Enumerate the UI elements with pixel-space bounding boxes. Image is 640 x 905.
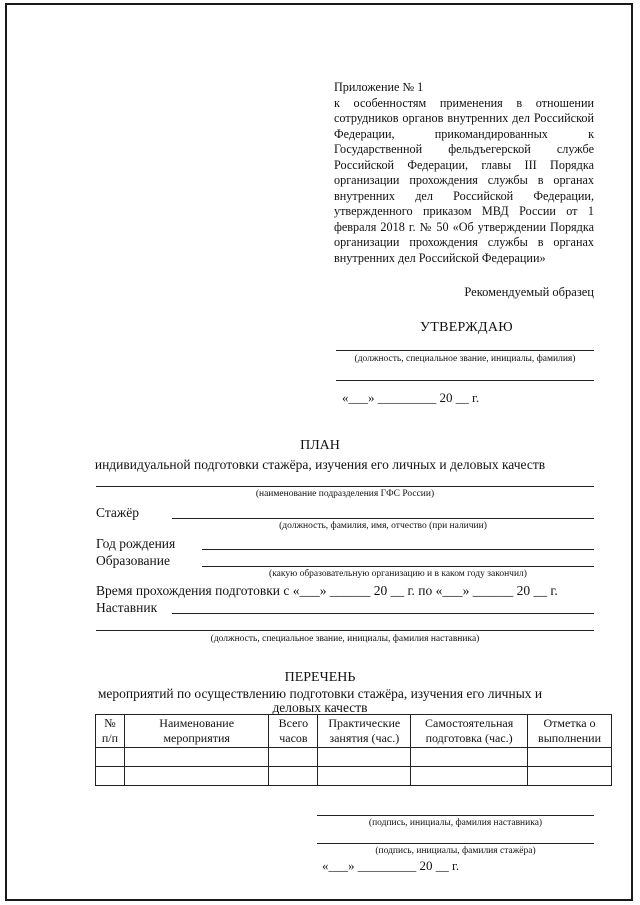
appendix-title: Приложение № 1 [334, 80, 424, 94]
col-self-study-header: Самостоятельная подготовка (час.) [411, 715, 528, 748]
table-row [96, 748, 612, 767]
table-row [96, 767, 612, 786]
table-cell[interactable] [269, 767, 318, 786]
education-line [202, 566, 594, 567]
approval-second-line [336, 380, 594, 381]
approval-caption: (должность, специальное звание, инициалы, фамилия) [354, 354, 576, 364]
col-practical-header: Практические занятия (час.) [318, 715, 411, 748]
table-cell[interactable] [269, 748, 318, 767]
table-cell[interactable] [411, 748, 528, 767]
appendix-text: к особенностям применения в отношении сотрудников органов внутренних дел Российской Федерации, прикомандированных к Государственной фельдъегерской службе Российской Федерации, главы III Порядка организации прохождения службы в органах внутренних дел Российской Федерации, утвержденного приказом МВД России от 1 февраля 2018 г. № 50 «Об утверждении Порядка организации прохождения службы в органах внутренних дел Российской Федерации» [334, 95, 594, 265]
mentor-line [172, 613, 594, 614]
table-cell[interactable] [318, 767, 411, 786]
table-cell[interactable] [528, 748, 612, 767]
list-subtitle-line2: деловых качеств [272, 700, 368, 715]
list-title: ПЕРЕЧЕНЬ [284, 670, 356, 685]
events-table [95, 714, 612, 786]
mentor-caption: (должность, специальное звание, инициалы, фамилия наставника) [210, 634, 480, 644]
education-label: Образование [96, 553, 170, 568]
table-cell[interactable] [124, 767, 269, 786]
trainee-caption: (должность, фамилия, имя, отчество (при наличии) [279, 521, 487, 531]
trainee-signature-line [317, 843, 594, 844]
approval-date: «___» _________ 20 __ г. [342, 390, 480, 405]
mentor-signature-line [317, 815, 594, 816]
list-subtitle-line1: мероприятий по осуществлению подготовки стажёра, изучения его личных и [97, 686, 543, 701]
table-cell[interactable] [96, 748, 125, 767]
trainee-line [172, 518, 594, 519]
education-caption: (какую образовательную организацию и в каком году закончил) [269, 569, 527, 579]
signature-date: «___» _________ 20 __ г. [322, 858, 460, 873]
table-cell[interactable] [318, 748, 411, 767]
birth-year-line [202, 549, 594, 550]
table-cell[interactable] [124, 748, 269, 767]
unit-caption: (наименование подразделения ГФС России) [255, 489, 435, 499]
approval-signature-line [336, 350, 594, 351]
appendix-block [334, 80, 594, 266]
plan-subtitle: индивидуальной подготовки стажёра, изучения его личных и деловых качеств [94, 457, 546, 472]
col-completion-header: Отметка о выполнении [528, 715, 612, 748]
plan-title: ПЛАН [300, 438, 340, 453]
table-cell[interactable] [411, 767, 528, 786]
table-header-row [96, 715, 612, 748]
trainee-label: Стажёр [96, 505, 139, 520]
mentor-label: Наставник [96, 600, 158, 615]
mentor-signature-caption: (подпись, инициалы, фамилия наставника) [368, 818, 543, 828]
mentor-second-line [96, 630, 594, 631]
table-cell[interactable] [96, 767, 125, 786]
trainee-signature-caption: (подпись, инициалы, фамилия стажёра) [375, 846, 536, 856]
birth-year-label: Год рождения [96, 536, 176, 551]
unit-line [96, 486, 594, 487]
col-number-header: № п/п [96, 715, 125, 748]
col-total-hours-header: Всего часов [269, 715, 318, 748]
recommended-sample-label: Рекомендуемый образец [464, 285, 594, 299]
table-cell[interactable] [528, 767, 612, 786]
training-period: Время прохождения подготовки с «___» ______ 20 __ г. по «___» ______ 20 __ г. [96, 583, 558, 598]
approval-title: УТВЕРЖДАЮ [420, 320, 513, 335]
col-event-name-header: Наименование мероприятия [124, 715, 269, 748]
